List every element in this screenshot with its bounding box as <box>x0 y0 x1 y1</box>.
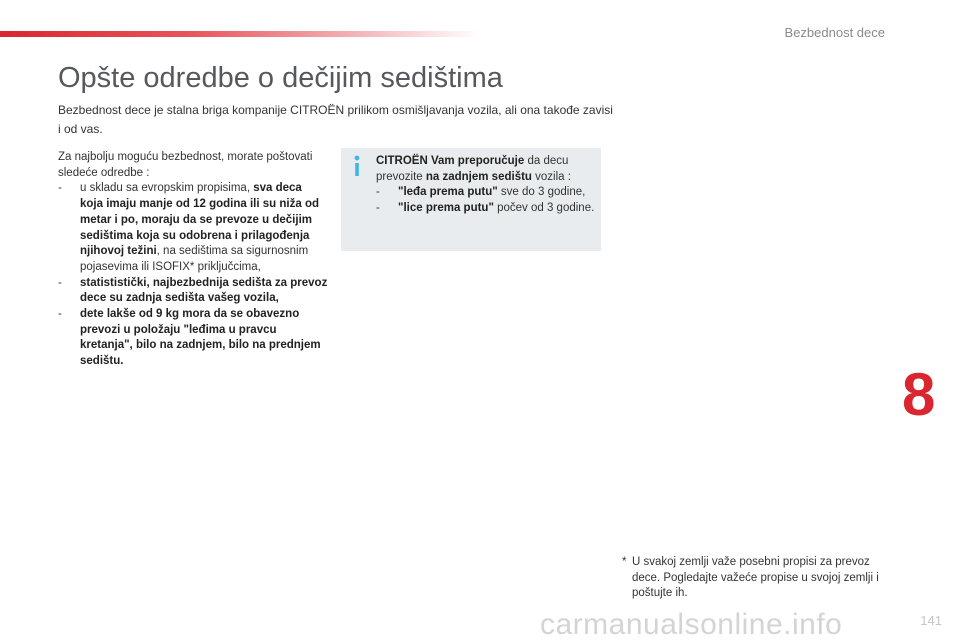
recommendation-text-part: vozila : <box>531 170 571 183</box>
footnote <box>622 555 882 602</box>
brand-recommendation: CITROËN Vam preporučuje <box>376 155 525 167</box>
list-dash: - <box>376 186 380 199</box>
chapter-number: 8 <box>902 361 936 428</box>
rule-item <box>58 276 328 307</box>
recommendation-text-part: da decu prevozite <box>376 155 569 183</box>
recommendation-item-text: počev od 3 godine. <box>493 202 595 215</box>
rule-item <box>58 181 328 275</box>
page-title: Opšte odredbe o dečijim sedištima <box>58 62 503 94</box>
footnote-text: U svakoj zemlji važe posebni propisi za prevoz dece. Pogledajte važeće propise u svojoj zemlji i poštujte ih. <box>632 556 879 600</box>
rear-facing-label: "leđa prema putu" <box>398 186 498 199</box>
recommendation-item <box>376 185 598 201</box>
recommendation-item <box>376 201 598 217</box>
intro-paragraph: Bezbednost dece je stalna briga kompanije CITROËN prilikom osmišljavanja vozila, ali ona takođe zavisi i od vas. <box>58 103 613 136</box>
recommendation-text <box>376 154 598 217</box>
rules-lead: Za najbolju moguću bezbednost, morate poštovati sledeće odredbe : <box>58 151 313 179</box>
rear-seat-text: na zadnjem sedištu <box>425 170 532 183</box>
info-icon <box>352 155 362 177</box>
header-accent-bar <box>0 31 480 37</box>
rule-bold-text: statististički, najbezbednija sedišta za prevoz dece su zadnja sedišta vašeg vozila, <box>80 276 328 305</box>
footnote-star: * <box>622 556 627 568</box>
rule-text: u skladu sa evropskim propisima, <box>80 182 254 195</box>
list-dash: - <box>58 276 62 289</box>
page-number: 141 <box>920 613 942 628</box>
rule-bold-text: dete lakše od 9 kg mora da se obavezno prevozi u položaju "leđima u pravcu kretanja", bilo na zadnjem, bilo na prednjem sedištu. <box>80 308 321 368</box>
watermark: carmanualsonline.info <box>540 608 843 641</box>
recommendation-lead <box>376 154 598 185</box>
recommendation-item-text: sve do 3 godine, <box>497 186 586 199</box>
forward-facing-label: "lice prema putu" <box>398 202 494 215</box>
rules-column <box>58 150 328 370</box>
rule-item <box>58 307 328 370</box>
list-dash: - <box>58 308 62 321</box>
rule-bold-text: sva deca koja imaju manje od 12 godina ili su niža od metar i po, moraju da se prevoze u dečijim sedištima koja su odobrena i prilagođenja njihovoj težini <box>80 182 319 258</box>
rule-text-rest: , na sedištima sa sigurnosnim pojasevima ili ISOFIX* priključcima, <box>80 245 309 273</box>
list-dash: - <box>58 182 62 195</box>
section-title: Bezbednost dece <box>784 25 885 40</box>
list-dash: - <box>376 202 380 215</box>
